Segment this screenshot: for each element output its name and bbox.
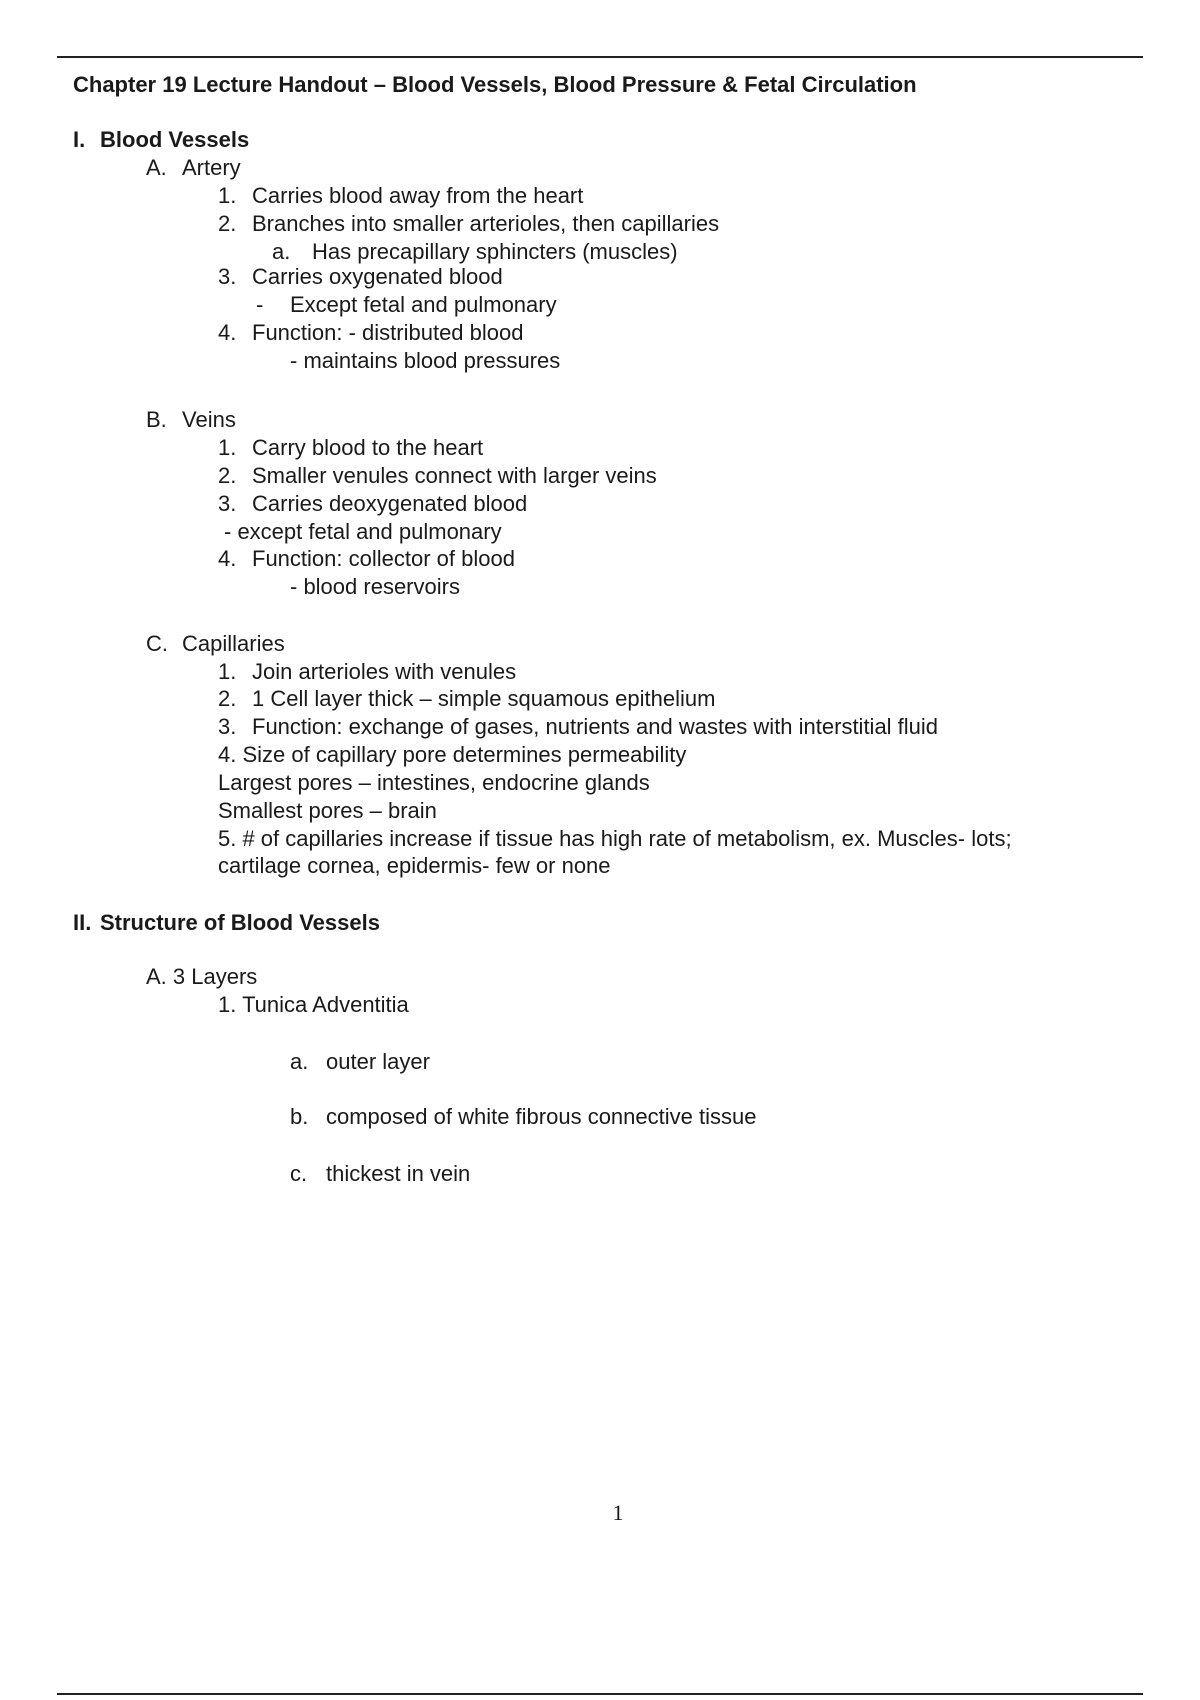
page-number: 1 — [612, 1500, 624, 1525]
list-item — [218, 546, 515, 572]
item-marker: a. — [290, 1049, 309, 1074]
list-item — [290, 1161, 470, 1187]
section-2-heading — [73, 910, 380, 936]
bottom-rule — [57, 1693, 1143, 1695]
item-marker: 4. — [218, 546, 237, 571]
list-item — [218, 714, 938, 740]
list-item — [218, 491, 527, 517]
list-item — [290, 1104, 756, 1130]
section-1-title: Blood Vessels — [100, 127, 250, 152]
artery-heading — [146, 155, 241, 181]
item-text: 4. Size of capillary pore determines permeability — [218, 742, 687, 767]
item-text: outer layer — [326, 1049, 430, 1074]
item-text: Carry blood to the heart — [252, 435, 484, 460]
list-item — [218, 435, 483, 461]
item-marker: 1. — [218, 435, 237, 460]
item-text: Except fetal and pulmonary — [290, 292, 557, 317]
item-text: Function: exchange of gases, nutrients and wastes with interstitial fluid — [252, 714, 939, 739]
section-1-heading — [73, 127, 249, 153]
section-2-marker: II. — [73, 910, 92, 935]
item-marker: 2. — [218, 463, 237, 488]
list-item — [218, 463, 657, 489]
item-text: Largest pores – intestines, endocrine glands — [218, 770, 650, 795]
tunica-adventitia-heading: 1. Tunica Adventitia — [218, 992, 409, 1017]
item-marker: a. — [272, 239, 291, 264]
item-marker: 3. — [218, 491, 237, 516]
item-text: composed of white fibrous connective tissue — [326, 1104, 757, 1129]
layers-heading: A. 3 Layers — [146, 964, 258, 989]
list-item — [218, 826, 1012, 852]
item-marker: 1. — [218, 659, 237, 684]
list-item — [218, 211, 719, 237]
item-text: Smaller venules connect with larger veins — [252, 463, 657, 488]
list-item — [224, 519, 502, 545]
item-marker: c. — [290, 1161, 308, 1186]
item-marker: b. — [290, 1104, 309, 1129]
item-text: - blood reservoirs — [290, 574, 460, 599]
veins-heading — [146, 407, 236, 433]
list-item — [218, 853, 611, 879]
list-item — [218, 742, 686, 768]
item-text: 1 Cell layer thick – simple squamous epithelium — [252, 686, 716, 711]
item-marker: 3. — [218, 714, 237, 739]
top-rule — [57, 56, 1143, 58]
item-text: Has precapillary sphincters (muscles) — [312, 239, 678, 264]
item-text: thickest in vein — [326, 1161, 471, 1186]
item-text: Smallest pores – brain — [218, 798, 437, 823]
item-text: - maintains blood pressures — [290, 348, 561, 373]
item-marker: 2. — [218, 211, 237, 236]
capillaries-label: Capillaries — [182, 631, 285, 656]
item-marker: 3. — [218, 264, 237, 289]
item-text: 5. # of capillaries increase if tissue has high rate of metabolism, ex. Muscles- lots; — [218, 826, 1012, 851]
section-2-title: Structure of Blood Vessels — [100, 910, 380, 935]
list-item — [218, 320, 524, 346]
list-item — [218, 659, 516, 685]
item-text: Carries deoxygenated blood — [252, 491, 528, 516]
section-1-marker: I. — [73, 127, 86, 152]
item-text: Function: collector of blood — [252, 546, 515, 571]
artery-label: Artery — [182, 155, 241, 180]
item-marker: 4. — [218, 320, 237, 345]
list-item — [218, 686, 715, 712]
list-item — [290, 1049, 430, 1075]
item-marker: 2. — [218, 686, 237, 711]
item-marker: - — [256, 292, 264, 317]
item-text: Carries oxygenated blood — [252, 264, 503, 289]
item-text: cartilage cornea, epidermis- few or none — [218, 853, 611, 878]
list-item — [290, 574, 460, 600]
item-text: Join arterioles with venules — [252, 659, 517, 684]
list-item — [272, 239, 678, 265]
list-item — [218, 183, 583, 209]
veins-marker: B. — [146, 407, 167, 432]
veins-label: Veins — [182, 407, 236, 432]
item-text: Carries blood away from the heart — [252, 183, 584, 208]
item-text: Branches into smaller arterioles, then capillaries — [252, 211, 720, 236]
capillaries-marker: C. — [146, 631, 168, 656]
page-title: Chapter 19 Lecture Handout – Blood Vessels, Blood Pressure & Fetal Circulation — [73, 72, 917, 97]
list-item — [256, 292, 557, 318]
list-item — [218, 798, 437, 824]
item-text: Function: - distributed blood — [252, 320, 524, 345]
list-item — [218, 264, 503, 290]
item-text: - except fetal and pulmonary — [224, 519, 502, 544]
capillaries-heading — [146, 631, 285, 657]
item-marker: 1. — [218, 183, 237, 208]
artery-marker: A. — [146, 155, 167, 180]
list-item — [218, 770, 650, 796]
list-item — [290, 348, 560, 374]
